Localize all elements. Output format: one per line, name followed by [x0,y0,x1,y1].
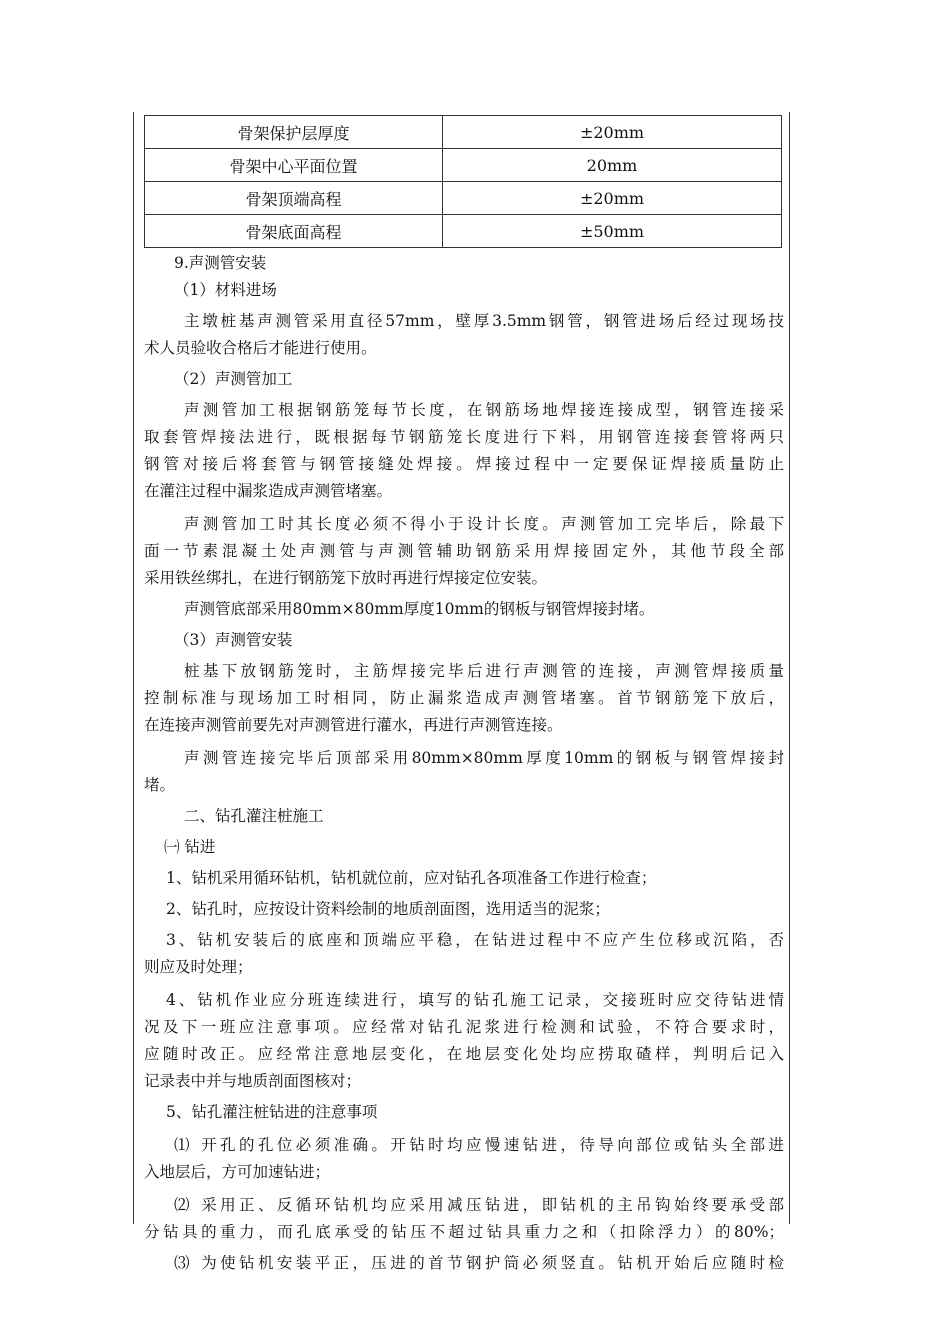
paragraph-line: 面一节素混凝土处声测管与声测管辅助钢筋采用焊接固定外，其他节段全部 [144,542,784,560]
paragraph-line: 控制标准与现场加工时相同，防止漏浆造成声测管堵塞。首节钢筋笼下放后， [144,689,784,707]
paragraph-line: 在连接声测管前要先对声测管进行灌水，再进行声测管连接。 [144,716,563,734]
table-cell-item: 骨架顶端高程 [145,182,443,215]
paragraph-line: 采用铁丝绑扎，在进行钢筋笼下放时再进行焊接定位安装。 [144,569,548,587]
paragraph-line: 声测管连接完毕后顶部采用80mm×80mm厚度10mm的钢板与钢管焊接封 [184,749,784,767]
document-body [144,250,784,1277]
subsection-heading: （1）材料进场 [174,281,277,299]
table-row [145,116,782,149]
list-item-continued: 入地层后，方可加速钻进； [144,1163,331,1181]
table-row [145,149,782,182]
section-heading: 9.声测管安装 [174,254,267,272]
list-item: 3、钻机安装后的底座和顶端应平稳，在钻进过程中不应产生位移或沉陷，否 [166,931,784,949]
list-item-continued: 况及下一班应注意事项。应经常对钻孔泥浆进行检测和试验，不符合要求时， [144,1018,784,1036]
tolerance-table [144,115,782,248]
section-heading: 二、钻孔灌注桩施工 [184,807,324,825]
list-item: 4、钻机作业应分班连续进行，填写的钻孔施工记录，交接班时应交待钻进情 [166,991,784,1009]
table-row [145,215,782,248]
paragraph-line: 术人员验收合格后才能进行使用。 [144,339,377,357]
list-item-continued: 记录表中并与地质剖面图核对； [144,1072,362,1090]
subsection-heading: ㈠ 钻进 [164,838,216,856]
table-cell-item: 骨架底面高程 [145,215,443,248]
paragraph-line: 取套管焊接法进行，既根据每节钢筋笼长度进行下料，用钢管连接套管将两只 [144,428,784,446]
table-cell-item: 骨架中心平面位置 [145,149,443,182]
subsection-heading: （2）声测管加工 [174,370,293,388]
list-item: 5、钻孔灌注桩钻进的注意事项 [166,1103,378,1121]
paragraph-line: 声测管加工根据钢筋笼每节长度，在钢筋场地焊接连接成型，钢管连接采 [184,401,784,419]
subsection-heading: （3）声测管安装 [174,631,293,649]
paragraph-line: 主墩桩基声测管采用直径57mm，壁厚3.5mm钢管，钢管进场后经过现场技 [184,312,784,330]
paragraph-line: 桩基下放钢筋笼时，主筋焊接完毕后进行声测管的连接，声测管焊接质量 [184,662,784,680]
table-cell-tolerance: 20mm [443,149,782,182]
paragraph-line: 声测管加工时其长度必须不得小于设计长度。声测管加工完毕后，除最下 [184,515,784,533]
table-cell-tolerance: ±20mm [443,182,782,215]
list-item: ⑶ 为使钻机安装平正，压进的首节钢护筒必须竖直。钻机开始后应随时检 [174,1254,784,1272]
list-item: ⑵ 采用正、反循环钻机均应采用减压钻进，即钻机的主吊钩始终要承受部 [174,1196,784,1214]
list-item-continued: 分钻具的重力，而孔底承受的钻压不超过钻具重力之和（扣除浮力）的80%； [144,1223,784,1241]
list-item: 2、钻孔时，应按设计资料绘制的地质剖面图，选用适当的泥浆； [166,900,610,918]
paragraph-line: 声测管底部采用80mm×80mm厚度10mm的钢板与钢管焊接封堵。 [184,600,655,618]
list-item: 1、钻机采用循环钻机，钻机就位前，应对钻孔各项准备工作进行检查； [166,869,657,887]
paragraph-line: 钢管对接后将套管与钢管接缝处焊接。焊接过程中一定要保证焊接质量防止 [144,455,784,473]
paragraph-line: 堵。 [144,776,176,794]
table-cell-item: 骨架保护层厚度 [145,116,443,149]
list-item-continued: 应随时改正。应经常注意地层变化，在地层变化处均应捞取碴样，判明后记入 [144,1045,784,1063]
table-cell-tolerance: ±50mm [443,215,782,248]
table-row [145,182,782,215]
list-item: ⑴ 开孔的孔位必须准确。开钻时均应慢速钻进，待导向部位或钻头全部进 [174,1136,784,1154]
list-item-continued: 则应及时处理； [144,958,253,976]
table-cell-tolerance: ±20mm [443,116,782,149]
paragraph-line: 在灌注过程中漏浆造成声测管堵塞。 [144,482,393,500]
